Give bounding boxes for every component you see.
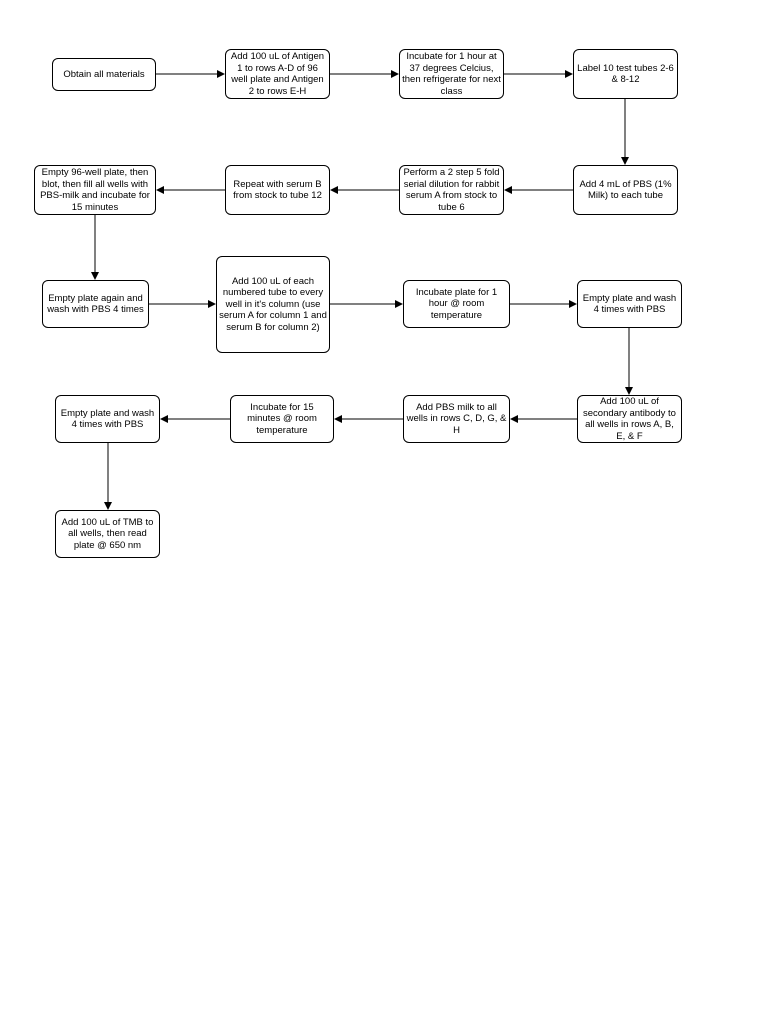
step-empty-wash-pbs <box>42 280 149 328</box>
step-label: Add 100 uL of secondary antibody to all wells in rows A, B, E, & F <box>583 396 676 442</box>
step-label: Repeat with serum B from stock to tube 12 <box>233 178 322 201</box>
step-label: Add 100 uL of Antigen 1 to rows A-D of 96 well plate and Antigen 2 to rows E-H <box>230 51 325 97</box>
step-incubate-37c <box>399 49 504 99</box>
step-label: Perform a 2 step 5 fold serial dilution for rabbit serum A from stock to tube 6 <box>403 167 500 213</box>
step-empty-wash-4x <box>577 280 682 328</box>
step-label: Empty plate and wash 4 times with PBS <box>60 407 155 430</box>
step-incubate-15-min <box>230 395 334 443</box>
step-label: Add PBS milk to all wells in rows C, D, G, & H <box>406 401 507 436</box>
step-label: Incubate plate for 1 hour @ room temperature <box>415 286 498 321</box>
step-add-tube-samples <box>216 256 330 353</box>
step-add-antigens <box>225 49 330 99</box>
step-add-pbs <box>573 165 678 215</box>
step-repeat-serum-b <box>225 165 330 215</box>
step-label: Incubate for 15 minutes @ room temperature <box>247 401 317 436</box>
step-add-tmb-read-plate <box>55 510 160 558</box>
step-empty-blot-fill <box>34 165 156 215</box>
step-label: Add 100 uL of TMB to all wells, then read plate @ 650 nm <box>61 516 154 551</box>
step-label-test-tubes <box>573 49 678 99</box>
step-obtain-materials <box>52 58 156 91</box>
step-label: Add 100 uL of each numbered tube to every well in it's column (use serum A for column 1 and serum B for column 2) <box>219 275 327 333</box>
step-label: Incubate for 1 hour at 37 degrees Celcius, then refrigerate for next class <box>402 51 501 97</box>
step-incubate-room-temp <box>403 280 510 328</box>
step-label: Empty 96-well plate, then blot, then fill all wells with PBS-milk and incubate for 15 minutes <box>40 167 150 213</box>
step-label: Empty plate again and wash with PBS 4 times <box>47 292 144 315</box>
step-add-secondary-antibody <box>577 395 682 443</box>
step-label: Add 4 mL of PBS (1% Milk) to each tube <box>579 178 672 201</box>
step-label: Obtain all materials <box>63 68 145 80</box>
step-label: Label 10 test tubes 2-6 & 8-12 <box>577 62 674 85</box>
step-add-pbs-milk <box>403 395 510 443</box>
step-empty-wash-4x-final <box>55 395 160 443</box>
step-label: Empty plate and wash 4 times with PBS <box>582 292 677 315</box>
step-serial-dilution-serum-a <box>399 165 504 215</box>
